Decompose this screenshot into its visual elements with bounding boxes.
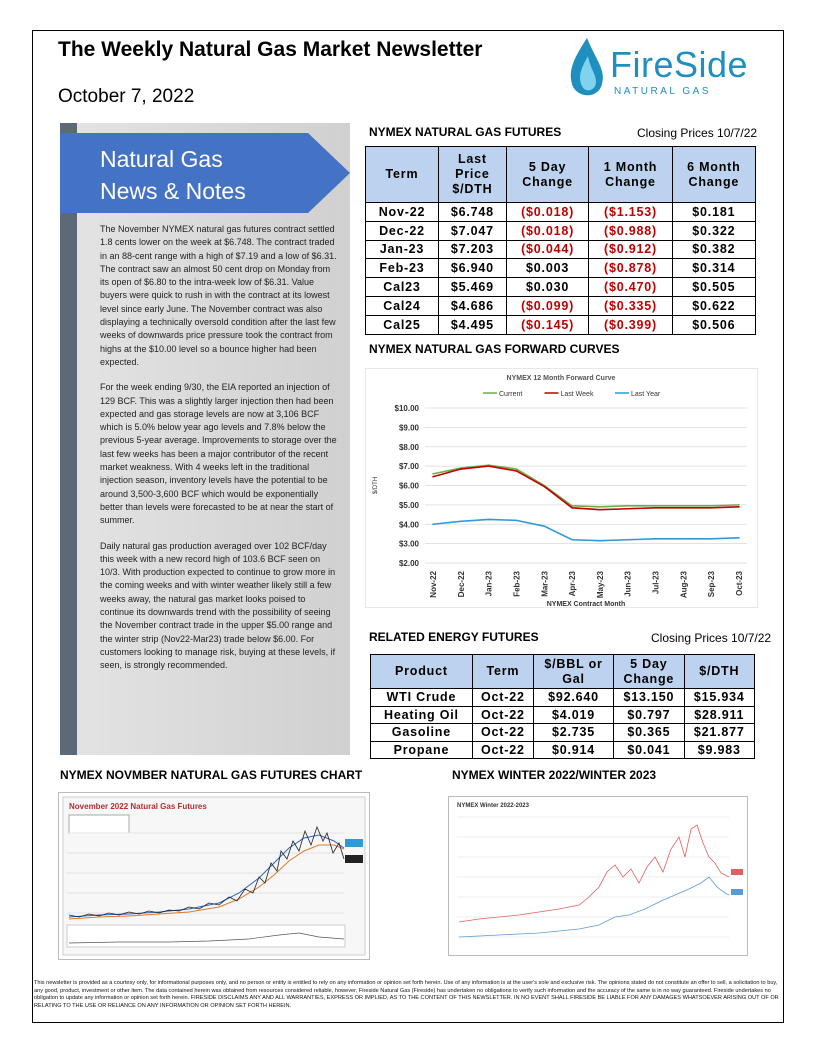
- legend-label: Current: [499, 391, 523, 398]
- data-point: [599, 540, 601, 542]
- data-point: [683, 538, 685, 540]
- futures-cell: Cal23: [366, 278, 439, 297]
- y-tick-label: $6.00: [398, 481, 419, 491]
- futures-cell: $6.748: [438, 203, 506, 222]
- x-tick-label: Jan-23: [484, 571, 494, 597]
- futures-cell: ($0.099): [506, 296, 589, 315]
- energy-cell: $92.640: [533, 689, 613, 707]
- futures-cell: $4.686: [438, 296, 506, 315]
- data-point: [543, 525, 545, 527]
- futures-cell: ($0.988): [589, 221, 672, 240]
- data-point: [488, 465, 490, 467]
- futures-row: [366, 221, 756, 240]
- energy-cell: $9.983: [684, 741, 754, 759]
- logo-subtitle: NATURAL GAS: [614, 86, 711, 97]
- energy-cell: Propane: [371, 741, 473, 759]
- futures-closing-note: Closing Prices 10/7/22: [637, 126, 758, 140]
- x-tick-label: Nov-22: [429, 571, 438, 598]
- data-point: [738, 504, 740, 506]
- energy-cell: $0.365: [614, 724, 684, 742]
- data-point: [655, 505, 657, 507]
- sidebar-stripe: [60, 123, 77, 755]
- data-point: [571, 539, 573, 541]
- futures-cell: $0.181: [672, 203, 755, 222]
- energy-cell: $21.877: [684, 724, 754, 742]
- futures-cell: Cal24: [366, 296, 439, 315]
- data-point: [710, 538, 712, 540]
- x-tick-label: Mar-23: [540, 571, 550, 597]
- energy-cell: Oct-22: [472, 689, 533, 707]
- futures-cell: Cal25: [366, 315, 439, 334]
- data-point: [738, 537, 740, 539]
- sidebar-paragraph: The November NYMEX natural gas futures contract settled 1.8 cents lower on the week at $6.748. The contract traded in an 88-cent range with a high of $7.19 and a low of $6.31. The contract saw an almost 50 cent drop on Monday from its open of $6.80 to the intra-week low of $6.31. Value buyers were quick to rush in with the contract at its lowest level since early June. The November contract was also displaying a technically oversold condition after the last few weeks of downwards price pressure took the contract from highs at the $10.00 level so a bounce higher had been expected.: [100, 224, 337, 367]
- newsletter-title: The Weekly Natural Gas Market Newsletter: [58, 38, 483, 61]
- x-tick-label: Jul-23: [651, 571, 661, 595]
- energy-header-cell: $/DTH: [684, 655, 754, 689]
- energy-header-cell: 5 Day Change: [614, 655, 684, 689]
- futures-cell: ($0.018): [506, 221, 589, 240]
- y-tick-label: $3.00: [398, 539, 419, 549]
- data-point: [571, 507, 573, 509]
- futures-row: [366, 315, 756, 334]
- news-sidebar: [60, 123, 350, 755]
- x-tick-label: Jun-23: [623, 571, 633, 597]
- futures-row: [366, 240, 756, 259]
- energy-closing-note: Closing Prices 10/7/22: [651, 631, 772, 645]
- futures-cell: ($0.018): [506, 203, 589, 222]
- energy-cell: $0.914: [533, 741, 613, 759]
- x-tick-label: Aug-23: [679, 571, 689, 599]
- futures-cell: $7.047: [438, 221, 506, 240]
- data-point: [627, 505, 629, 507]
- data-point: [516, 520, 518, 522]
- november-futures-chart: [58, 792, 370, 960]
- futures-cell: Jan-23: [366, 240, 439, 259]
- x-tick-label: Sep-23: [707, 571, 717, 598]
- futures-header-row: [366, 147, 756, 203]
- sidebar-paragraph: For the week ending 9/30, the EIA reported an injection of 129 BCF. This was a slightly larger injection then had been expected and gas storage levels are now at 3,106 BCF which is 5.0% below year ago levels and 7.8% below the previous 5-year average. Improvements to storage over the last few weeks has been a major contributor of the recent market weakness. With 4 weeks left in the traditional injection season, inventory levels have the potential to be around 3,500-3,600 BCF which would be exponentially better than levels were forecasted to be at near the start of summer.: [100, 382, 337, 526]
- chart-frame: [365, 368, 758, 608]
- x-tick-label: May-23: [595, 571, 605, 599]
- x-tick-label: Feb-23: [512, 571, 522, 597]
- futures-cell: Dec-22: [366, 221, 439, 240]
- data-point: [460, 468, 462, 470]
- data-point: [683, 507, 685, 509]
- futures-cell: ($0.878): [589, 259, 672, 278]
- futures-cell: ($0.044): [506, 240, 589, 259]
- data-point: [460, 521, 462, 523]
- futures-row: [366, 203, 756, 222]
- futures-row: [366, 278, 756, 297]
- futures-cell: ($0.399): [589, 315, 672, 334]
- energy-cell: $28.911: [684, 706, 754, 724]
- sidebar-heading-line1: Natural Gas: [100, 146, 223, 172]
- futures-cell: $0.505: [672, 278, 755, 297]
- data-point: [627, 539, 629, 541]
- futures-cell: $0.622: [672, 296, 755, 315]
- energy-cell: $0.797: [614, 706, 684, 724]
- winter-chart-title: NYMEX Winter 2022-2023: [457, 803, 529, 809]
- chart-title: NYMEX 12 Month Forward Curve: [506, 375, 616, 382]
- x-tick-label: Oct-23: [735, 571, 744, 596]
- energy-cell: Oct-22: [472, 724, 533, 742]
- futures-row: [366, 296, 756, 315]
- energy-header-cell: $/BBL or Gal: [533, 655, 613, 689]
- forward-curves-heading: NYMEX NATURAL GAS FORWARD CURVES: [369, 342, 620, 356]
- y-tick-label: $10.00: [394, 404, 419, 413]
- futures-cell: $0.322: [672, 221, 755, 240]
- data-point: [710, 505, 712, 507]
- futures-cell: ($0.470): [589, 278, 672, 297]
- energy-cell: Heating Oil: [371, 706, 473, 724]
- energy-row: [371, 724, 755, 742]
- energy-row: [371, 689, 755, 707]
- energy-cell: $0.041: [614, 741, 684, 759]
- newsletter-date: October 7, 2022: [58, 86, 195, 107]
- futures-cell: $0.030: [506, 278, 589, 297]
- futures-cell: Feb-23: [366, 259, 439, 278]
- forward-curve-chart: [365, 368, 758, 608]
- futures-table: [365, 146, 756, 335]
- futures-cell: $0.506: [672, 315, 755, 334]
- x-tick-label: Apr-23: [568, 571, 578, 597]
- futures-cell: $4.495: [438, 315, 506, 334]
- november-chart-title: November 2022 Natural Gas Futures: [69, 802, 207, 811]
- y-tick-label: $7.00: [398, 462, 419, 472]
- november-chart-heading: NYMEX NOVMBER NATURAL GAS FUTURES CHART: [60, 768, 363, 782]
- futures-header-cell: 1 Month Change: [589, 147, 672, 203]
- legend-label: Last Year: [631, 391, 661, 398]
- futures-cell: $0.382: [672, 240, 755, 259]
- november-futures-chart-graphic: [59, 793, 369, 959]
- futures-cell: $0.314: [672, 259, 755, 278]
- energy-cell: $2.735: [533, 724, 613, 742]
- futures-header-cell: Term: [366, 147, 439, 203]
- energy-heading: RELATED ENERGY FUTURES: [369, 630, 539, 644]
- y-tick-label: $8.00: [398, 442, 419, 452]
- futures-cell: ($1.153): [589, 203, 672, 222]
- futures-cell: $5.469: [438, 278, 506, 297]
- data-point: [543, 486, 545, 488]
- futures-cell: ($0.335): [589, 296, 672, 315]
- y-tick-label: $2.00: [398, 559, 419, 568]
- futures-cell: $6.940: [438, 259, 506, 278]
- data-point: [516, 470, 518, 472]
- logo-name: FireSide: [610, 44, 749, 85]
- data-point: [655, 538, 657, 540]
- futures-row: [366, 259, 756, 278]
- energy-table: [370, 654, 755, 759]
- data-point: [738, 506, 740, 508]
- energy-header-cell: Term: [472, 655, 533, 689]
- disclaimer-text: This newsletter is provided as a courtesy only, for informational purposes only, and no person or entity is entitled to rely on any information or opinion set forth herein. Use of any information is at the user's sole and exclusive risk. The opinions stated do not constitute an offer to sell, a solicitation to buy, any good, product, investment or other item. The data contained herein was obtained from resources considered reliable, however, Fireside Natural Gas (Fireside) has undertaken no obligations to verify such information and the accuracy of the same is in no way guaranteed. Fireside undertakes no obligation to update any information or opinion set forth herein. FIRESIDE DISCLAIMS ANY AND ALL WARRANTIES, EXPRESS OR IMPLIED, AS TO THE CONTENT OF THIS NEWSLETTER. IN NO EVENT SHALL FIRESIDE BE LIABLE FOR ANY DAMAGES WHATSOEVER ARISING OUT OF OR RELATING TO THE USE OR RELIANCE ON ANY INFORMATION OR OPINION SET FORTH HEREIN.: [34, 980, 779, 1009]
- energy-cell: Oct-22: [472, 741, 533, 759]
- data-point: [627, 508, 629, 510]
- energy-header-row: [371, 655, 755, 689]
- y-tick-label: $4.00: [398, 520, 419, 530]
- data-point: [655, 507, 657, 509]
- energy-cell: $15.934: [684, 689, 754, 707]
- energy-cell: $13.150: [614, 689, 684, 707]
- winter-chart-heading: NYMEX WINTER 2022/WINTER 2023: [452, 768, 657, 782]
- fireside-logo: [566, 36, 766, 106]
- futures-header-cell: 5 Day Change: [506, 147, 589, 203]
- x-tick-label: Dec-22: [456, 571, 466, 598]
- futures-header-cell: 6 Month Change: [672, 147, 755, 203]
- futures-cell: $0.003: [506, 259, 589, 278]
- sidebar-heading-line2: News & Notes: [100, 178, 246, 204]
- energy-cell: Oct-22: [472, 706, 533, 724]
- y-tick-label: $9.00: [398, 423, 419, 433]
- futures-cell: ($0.912): [589, 240, 672, 259]
- data-point: [710, 507, 712, 509]
- data-point: [432, 523, 434, 525]
- data-point: [599, 506, 601, 508]
- data-point: [488, 519, 490, 521]
- flame-drop-icon: [566, 36, 608, 104]
- futures-heading: NYMEX NATURAL GAS FUTURES: [369, 125, 562, 139]
- legend-label: Last Week: [560, 391, 594, 398]
- sidebar-heading: [100, 143, 246, 207]
- sidebar-body: [100, 223, 340, 685]
- energy-cell: WTI Crude: [371, 689, 473, 707]
- data-point: [516, 468, 518, 470]
- data-point: [432, 473, 434, 475]
- energy-header-cell: Product: [371, 655, 473, 689]
- data-point: [683, 505, 685, 507]
- futures-cell: ($0.145): [506, 315, 589, 334]
- energy-row: [371, 741, 755, 759]
- futures-cell: $7.203: [438, 240, 506, 259]
- futures-header-cell: Last Price $/DTH: [438, 147, 506, 203]
- winter-strip-chart-graphic: [449, 797, 747, 955]
- energy-row: [371, 706, 755, 724]
- sidebar-paragraph: Daily natural gas production averaged over 102 BCF/day this week with a new record high of 103.6 BCF seen on 10/3. With production expected to continue to grow more in the coming weeks and with winter weather likely still a few weeks away, the natural gas market looks poised to continue its downwards trend with the possibility of seeing the November contract trade in the upper $5.00 range and the winter strip (Nov22-Mar23) trade below $6.00. For customers looking to manage risk, buying at these levels, if seen, is strongly recommended.: [100, 540, 336, 671]
- x-axis-label: NYMEX Contract Month: [546, 601, 626, 608]
- data-point: [599, 509, 601, 511]
- winter-strip-chart: [448, 796, 748, 956]
- data-point: [432, 476, 434, 478]
- y-tick-label: $5.00: [398, 500, 419, 510]
- futures-cell: Nov-22: [366, 203, 439, 222]
- energy-cell: Gasoline: [371, 724, 473, 742]
- energy-cell: $4.019: [533, 706, 613, 724]
- y-axis-label: $/DTH: [373, 476, 379, 495]
